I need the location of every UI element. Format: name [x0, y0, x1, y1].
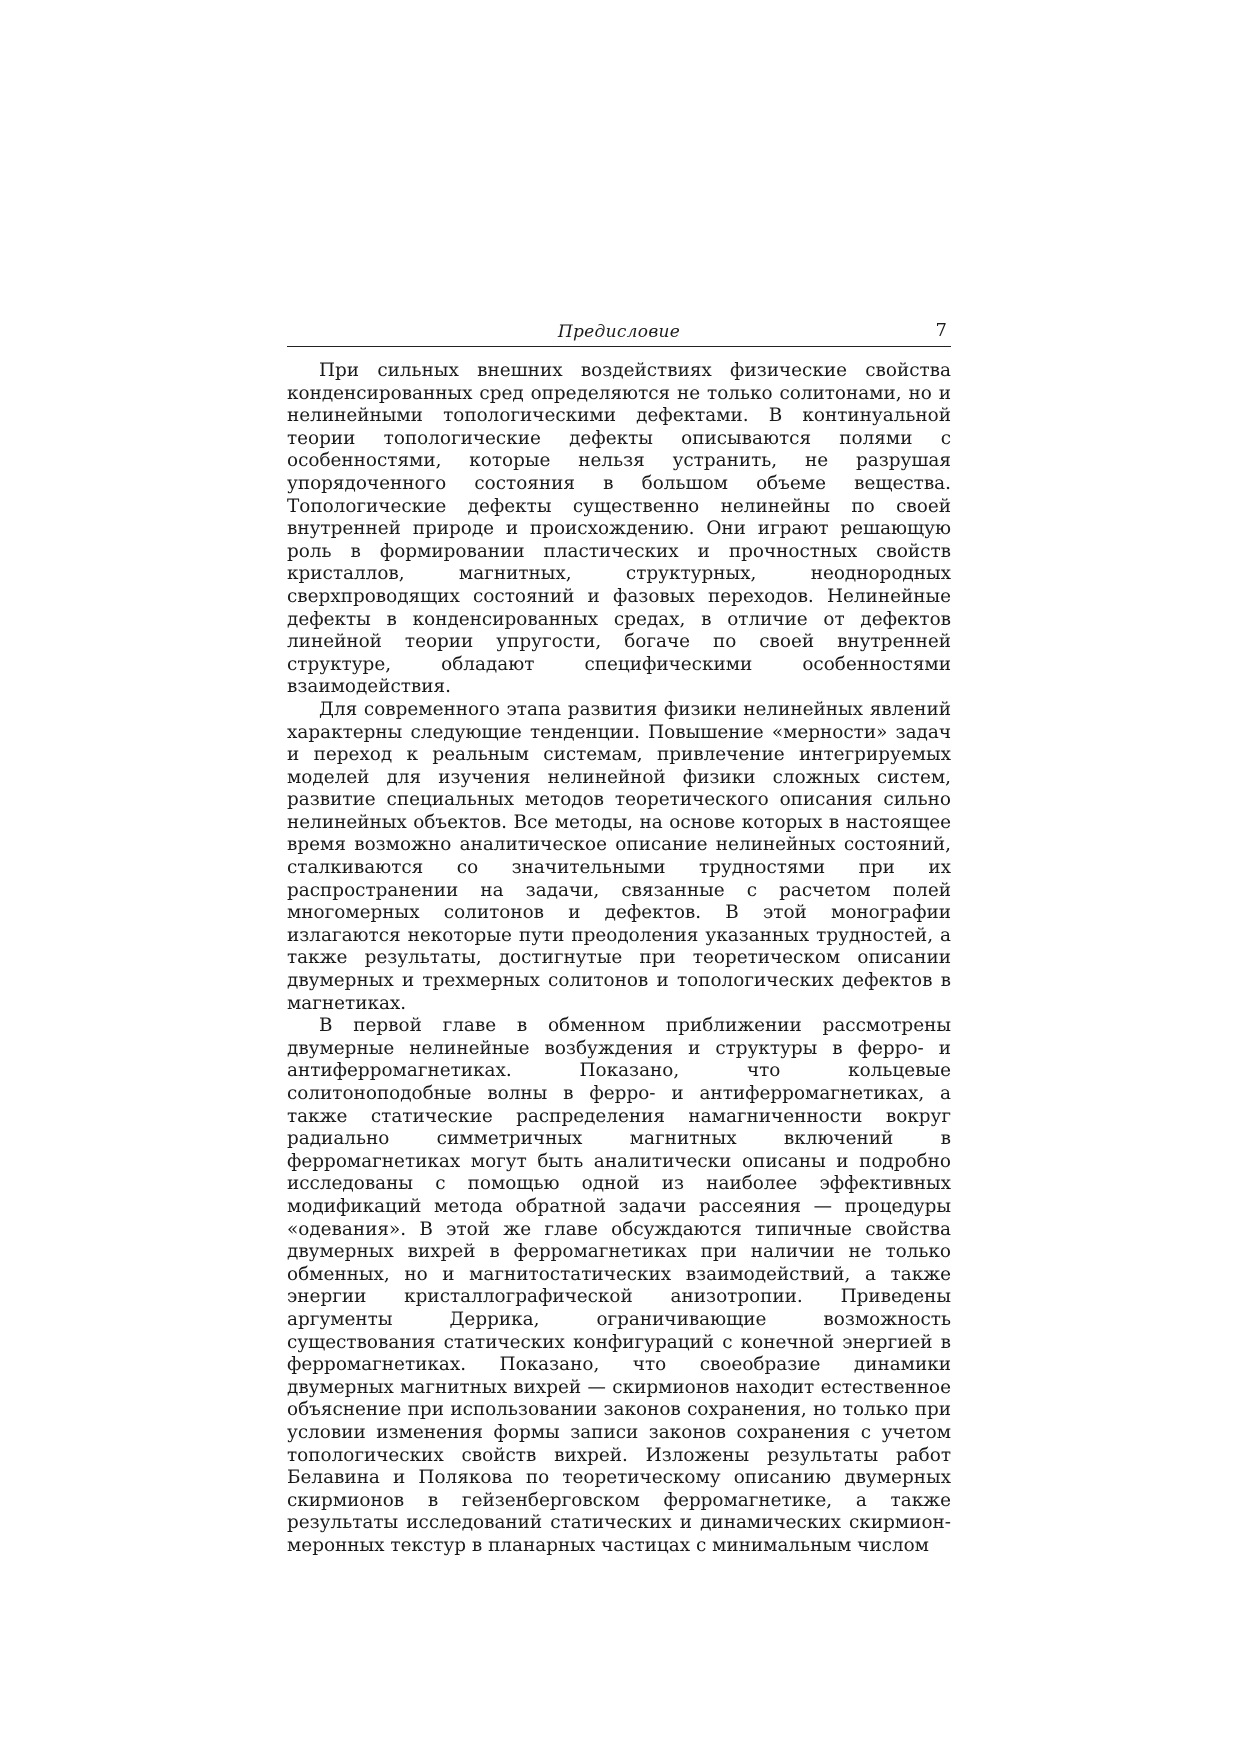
page-number: 7 [935, 320, 947, 341]
running-title: Предисловие [557, 322, 681, 342]
running-header [287, 320, 951, 347]
book-page [287, 320, 951, 1557]
paragraph-3: В первой главе в обменном приближении рассмотрены двумерные нелинейные возбуждения и структуры в ферро- и антиферромагнетиках. Показано, что кольцевые солитоноподобные волны в ферро- и антиферромагнетиках, а также статические распределения намагниченности вокруг радиально симметричных магнитных включений в ферромагнетиках могут быть аналитически описаны и подробно исследованы с помощью одной из наиболее эффективных модификаций метода обратной задачи рассеяния — процедуры «одевания». В этой же главе обсуждаются типичные свойства двумерных вихрей в ферромагнетиках при наличии не только обменных, но и магнитостатических взаимодействий, а также энергии кристаллографической анизотропии. Приведены аргументы Деррика, ограничивающие возможность существования статических конфигураций с конечной энергией в ферромагнетиках. Показано, что своеобразие динамики двумерных магнитных вихрей — скирмионов находит естественное объяснение при использовании законов сохранения, но только при условии изменения формы записи законов сохранения с учетом топологических свойств вихрей. Изложены результаты работ Белавина и Полякова по теоретическому описанию двумерных скирмионов в гейзенберговском ферромагнетике, а также результаты исследований статических и динамических скирмион-меронных текстур в планарных частицах с минимальным числом [287, 1015, 951, 1556]
paragraph-1: При сильных внешних воздействиях физические свойства конденсированных сред определяются не только солитонами, но и нелинейными топологическими дефектами. В континуальной теории топологические дефекты описываются полями с особенностями, которые нельзя устранить, не разрушая упорядоченного состояния в большом объеме вещества. Топологические дефекты существенно нелинейны по своей внутренней природе и происхождению. Они играют решающую роль в формировании пластических и прочностных свойств кристаллов, магнитных, структурных, неоднородных сверхпроводящих состояний и фазовых переходов. Нелинейные дефекты в конденсированных средах, в отличие от дефектов линейной теории упругости, богаче по своей внутренней структуре, обладают специфическими особенностями взаимодействия. [287, 360, 951, 698]
body-text [287, 360, 951, 1557]
paragraph-2: Для современного этапа развития физики нелинейных явлений характерны следующие тенденции. Повышение «мерности» задач и переход к реальным системам, привлечение интегрируемых моделей для изучения нелинейной физики сложных систем, развитие специальных методов теоретического описания сильно нелинейных объектов. Все методы, на основе которых в настоящее время возможно аналитическое описание нелинейных состояний, сталкиваются со значительными трудностями при их распространении на задачи, связанные с расчетом полей многомерных солитонов и дефектов. В этой монографии излагаются некоторые пути преодоления указанных трудностей, а также результаты, достигнутые при теоретическом описании двумерных и трехмерных солитонов и топологических дефектов в магнетиках. [287, 698, 951, 1014]
